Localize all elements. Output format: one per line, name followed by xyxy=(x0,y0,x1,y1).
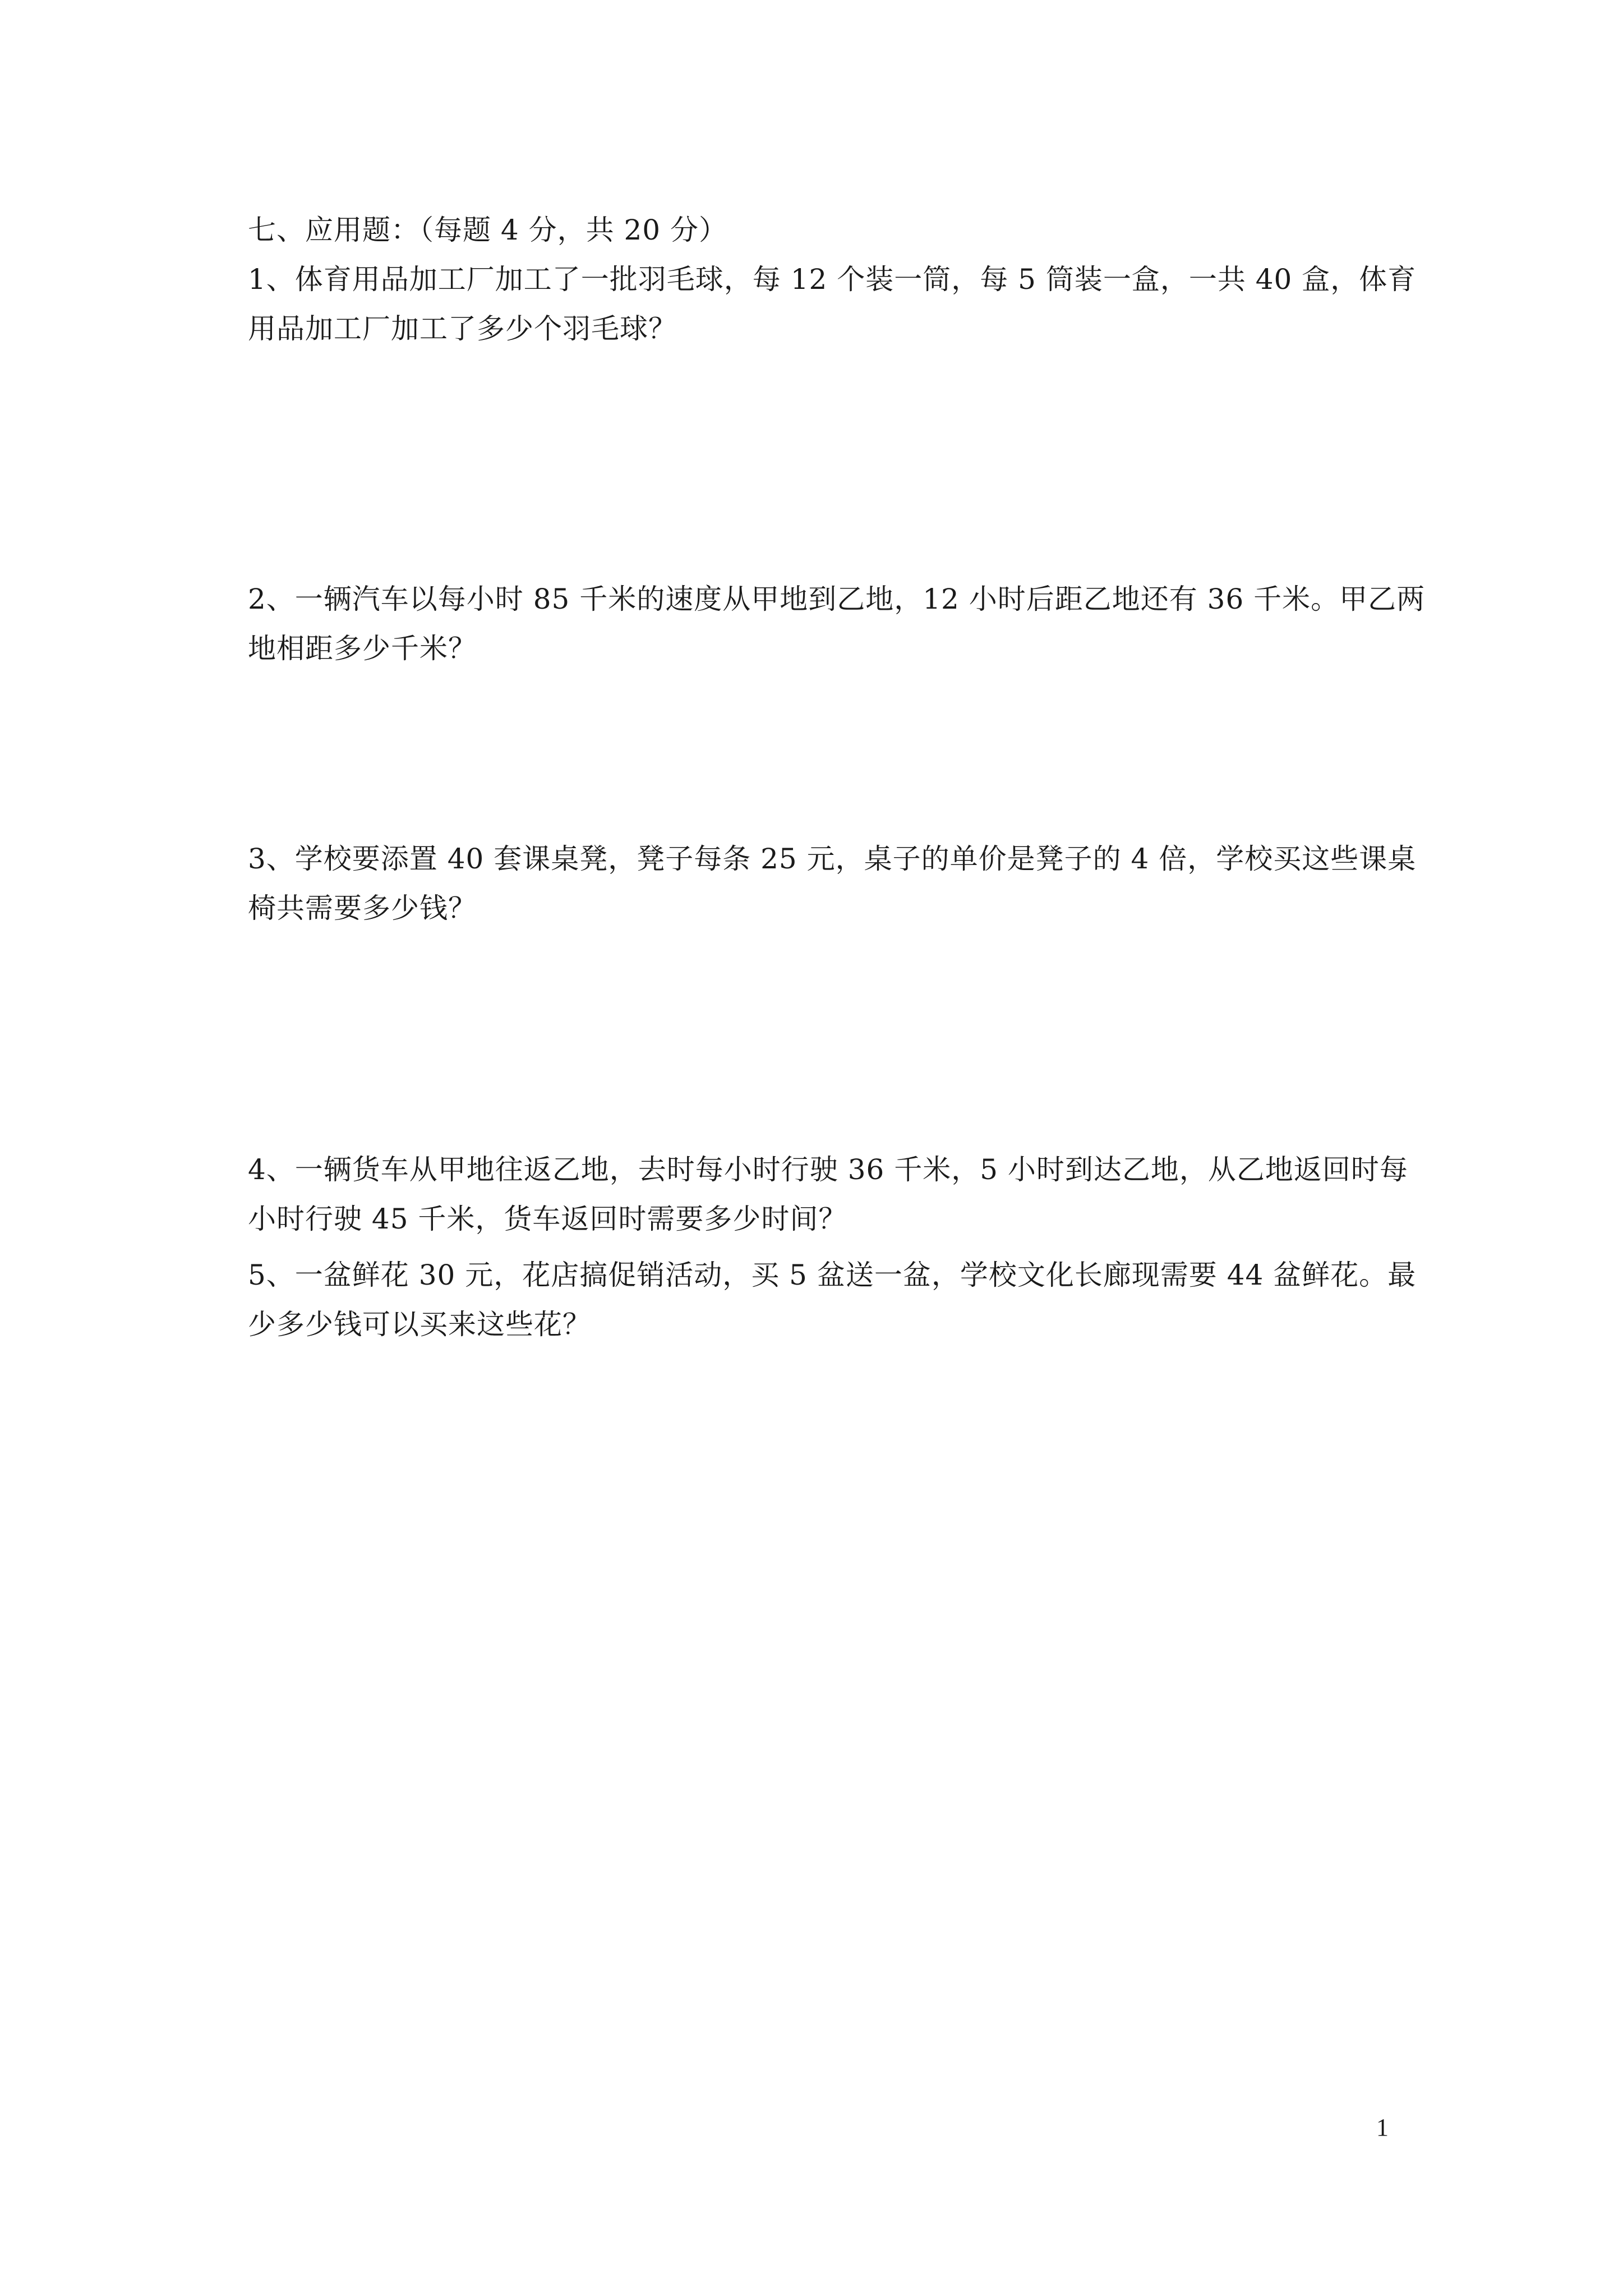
question-5-line-1: 5、一盆鲜花 30 元，花店搞促销活动，买 5 盆送一盆，学校文化长廊现需要 44 盆鲜花。最 xyxy=(248,1259,1417,1291)
question-5-line-2: 少多少钱可以买来这些花？ xyxy=(248,1308,591,1341)
question-2-line-1: 2、一辆汽车以每小时 85 千米的速度从甲地到乙地，12 小时后距乙地还有 36 千米。甲乙两 xyxy=(248,583,1426,615)
page-number: 1 xyxy=(1376,2114,1389,2141)
question-1-line-1: 1、体育用品加工厂加工了一批羽毛球，每 12 个装一筒，每 5 筒装一盒，一共 40 盒，体育 xyxy=(248,263,1417,296)
question-3-line-2: 椅共需要多少钱？ xyxy=(248,892,477,924)
question-3-line-1: 3、学校要添置 40 套课桌凳，凳子每条 25 元，桌子的单价是凳子的 4 倍，学校买这些课桌 xyxy=(248,843,1417,875)
question-1-line-2: 用品加工厂加工了多少个羽毛球？ xyxy=(248,312,677,345)
question-2-line-2: 地相距多少千米？ xyxy=(248,632,477,665)
question-4-line-1: 4、一辆货车从甲地往返乙地，去时每小时行驶 36 千米，5 小时到达乙地，从乙地返回时每 xyxy=(248,1153,1408,1186)
question-4-line-2: 小时行驶 45 千米，货车返回时需要多少时间？ xyxy=(248,1203,847,1235)
section-heading: 七、应用题：（每题 4 分，共 20 分） xyxy=(248,214,728,246)
